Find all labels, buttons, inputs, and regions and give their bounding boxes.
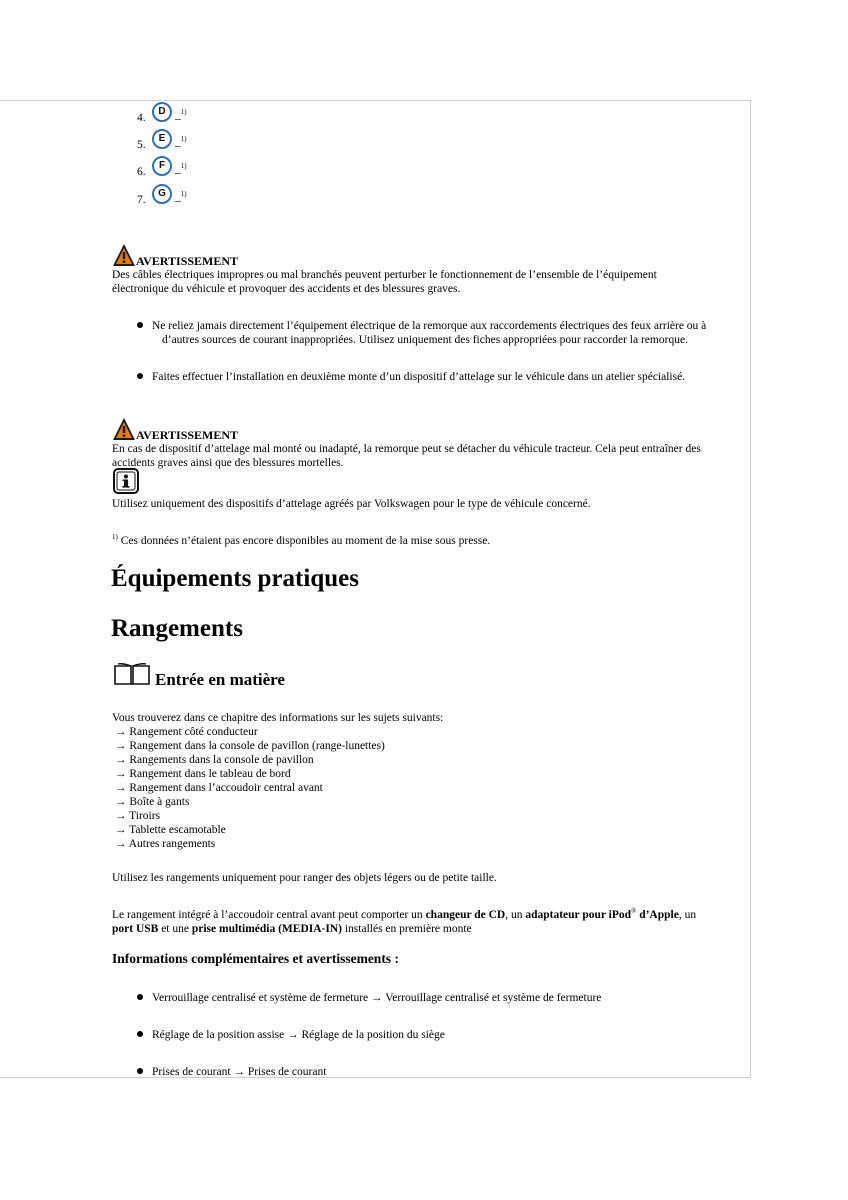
- item-number: 6.: [137, 166, 146, 178]
- warning-title: AVERTISSEMENT: [136, 254, 239, 268]
- item-number: 5.: [137, 139, 146, 151]
- footnote: $^{1)}$ Ces données n’étaient pas encore disponibles au moment de la mise sous presse.: [112, 533, 491, 547]
- letter-f-icon: F: [152, 156, 172, 176]
- item-suffix: _$^{1)}$: [175, 135, 187, 148]
- book-icon: [113, 662, 151, 688]
- letter-g-icon: G: [152, 184, 172, 204]
- letter-d-icon: D: [152, 102, 172, 122]
- topic-link[interactable]: → Tablette escamotable: [115, 824, 226, 836]
- warning-heading-2: [112, 417, 412, 441]
- section-heading: [113, 662, 413, 692]
- bullet-icon: [137, 1068, 143, 1074]
- topic-link[interactable]: → Autres rangements: [115, 838, 216, 850]
- list-item-4: [137, 102, 257, 128]
- topic-link[interactable]: → Rangement dans le tableau de bord: [115, 768, 291, 780]
- cross-reference-link[interactable]: Réglage de la position du siège: [301, 1029, 445, 1041]
- intro-text: Vous trouverez dans ce chapitre des informations sur les sujets suivants:: [112, 712, 444, 724]
- item-number: 7.: [137, 194, 146, 206]
- bullet-icon: [137, 994, 143, 1000]
- item-suffix: _$^{1)}$: [175, 108, 187, 121]
- info-note: Utilisez uniquement des dispositifs d’attelage agréés par Volkswagen pour le type de véhicule concerné.: [112, 498, 591, 510]
- warning-title: AVERTISSEMENT: [136, 428, 239, 442]
- list-item-5: [137, 129, 257, 155]
- section-heading-text: Entrée en matière: [155, 670, 285, 689]
- subheading: Informations complémentaires et avertissements :: [112, 951, 399, 966]
- topic-link[interactable]: → Rangement dans l’accoudoir central avant: [115, 782, 323, 794]
- section-title: Rangements: [111, 615, 243, 642]
- topic-link[interactable]: → Rangement dans la console de pavillon (range-lunettes): [115, 740, 385, 752]
- cross-reference-link[interactable]: Verrouillage centralisé et système de fermeture: [385, 992, 602, 1004]
- list-item-7: [137, 184, 257, 210]
- body-paragraph: Le rangement intégré à l’accoudoir central avant peut comporter un changeur de CD, un adaptateur pour iPod® d’Apple, un port USB et une prise multimédia (MEDIA-IN) installés en première monte: [112, 907, 697, 935]
- warning-text-2: En cas de dispositif d’attelage mal monté ou inadapté, la remorque peut se détacher du véhicule tracteur. Cela peut entraîner des accidents graves ainsi que des blessures mortelles.: [112, 443, 701, 469]
- item-suffix: _$^{1)}$: [175, 162, 187, 175]
- topic-link[interactable]: → Tiroirs: [115, 810, 161, 822]
- letter-e-icon: E: [152, 129, 172, 149]
- warning-triangle-icon: [112, 243, 136, 267]
- item-suffix: _$^{1)}$: [175, 190, 187, 203]
- warning-triangle-icon: [112, 417, 136, 441]
- topic-link[interactable]: → Rangement côté conducteur: [115, 726, 258, 738]
- cross-reference-link[interactable]: Prises de courant: [247, 1066, 327, 1078]
- topic-link[interactable]: → Boîte à gants: [115, 796, 190, 808]
- info-icon: [113, 468, 139, 494]
- bullet-icon: [137, 373, 143, 379]
- topic-link[interactable]: → Rangements dans la console de pavillon: [115, 754, 314, 766]
- bullet-icon: [137, 322, 143, 328]
- body-paragraph: Utilisez les rangements uniquement pour ranger des objets légers ou de petite taille.: [112, 872, 497, 884]
- list-item-6: [137, 156, 257, 182]
- warning-heading-1: [112, 243, 412, 267]
- warning-text-1: Des câbles électriques impropres ou mal branchés peuvent perturber le fonctionnement de l’ensemble de l’équipement électronique du véhicule et provoquer des accidents et des blessures graves.: [112, 269, 657, 295]
- page-title: Équipements pratiques: [111, 565, 359, 592]
- bullet-icon: [137, 1031, 143, 1037]
- item-number: 4.: [137, 112, 146, 124]
